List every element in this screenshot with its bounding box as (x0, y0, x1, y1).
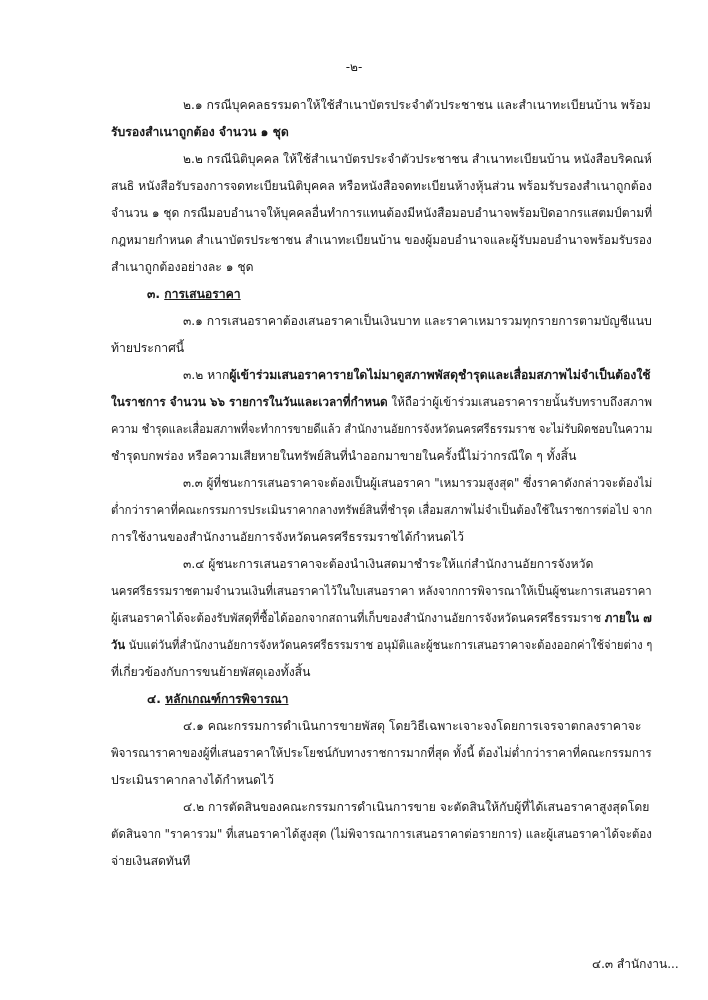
emphasis-text: ผู้เข้าร่วมเสนอราคารายใดไม่มาดูสภาพพัสดุชำรุดและเสื่อมสภาพไม่จำเป็นต้องใช้ (229, 368, 651, 382)
paragraph-text: นับแต่วันที่สำนักงานอัยการจังหวัดนครศรีธรรมราช อนุมัติและผู้ชนะการเสนอราคาจะต้องออกค่าใช้จ่ายต่าง ๆ (125, 638, 653, 652)
section-title: การเสนอราคา (164, 287, 241, 301)
section-title: หลักเกณฑ์การพิจารณา (165, 692, 289, 706)
page-number: -๒- (345, 60, 363, 74)
paragraph-line: จำนวน ๑ ชุด กรณีมอบอำนาจให้บุคคลอื่นทำการแทนต้องมีหนังสือมอบอำนาจพร้อมปิดอากรแสตมป์ตามที่ (111, 206, 653, 220)
paragraph-line: นครศรีธรรมราชตามจำนวนเงินที่เสนอราคาไว้ในใบเสนอราคา หลังจากการพิจารณาให้เป็นผู้ชนะการเสนอราคา (111, 584, 652, 598)
paragraph-line: ความ ชำรุดและเสื่อมสภาพที่จะทำการขายดีแล้ว สำนักงานอัยการจังหวัดนครศรีธรรมราช จะไม่รับผิดชอบในความ (111, 422, 653, 436)
paragraph-line: ต่ำกว่าราคาที่คณะกรรมการประเมินราคากลางทรัพย์สินที่ชำรุด เสื่อมสภาพไม่จำเป็นต้องใช้ในราชการต่อไป จาก (111, 503, 653, 517)
paragraph-line: สนธิ หนังสือรับรองการจดทะเบียนนิติบุคคล หรือหนังสือจดทะเบียนห้างหุ้นส่วน พร้อมรับรองสำเนาถูกต้อง (111, 179, 652, 193)
section-number: ๔. (147, 692, 161, 706)
emphasis-text: ภายใน ๗ (604, 611, 652, 625)
paragraph-line: รับรองสำเนาถูกต้อง จำนวน ๑ ชุด (111, 125, 289, 139)
paragraph-text: ให้ถือว่าผู้เข้าร่วมเสนอราคารายนั้นรับทราบถึงสภาพ (387, 395, 652, 409)
paragraph-line: ๓.๔ ผู้ชนะการเสนอราคาจะต้องนำเงินสดมาชำระให้แก่สำนักงานอัยการจังหวัด (183, 557, 594, 571)
paragraph-line: ตัดสินจาก "ราคารวม" ที่เสนอราคาได้สูงสุด (ไม่พิจารณาการเสนอราคาต่อรายการ) และผู้เสนอราคาได้จะต้อง (111, 827, 652, 841)
paragraph-line: ๔.๒ การตัดสินของคณะกรรมการดำเนินการขาย จะตัดสินให้กับผู้ที่ได้เสนอราคาสูงสุดโดย (183, 800, 650, 814)
paragraph-line (111, 393, 652, 411)
section-heading-3 (147, 285, 241, 303)
continuation-footer: ๔.๓ สำนักงาน... (592, 957, 679, 971)
paragraph-line: จ่ายเงินสดทันที (111, 854, 191, 868)
paragraph-line: การใช้งานของสำนักงานอัยการจังหวัดนครศรีธรรมราชได้กำหนดไว้ (111, 530, 465, 544)
paragraph-line: ชำรุดบกพร่อง หรือความเสียหายในทรัพย์สินที่นำออกมาขายในครั้งนี้ไม่ว่ากรณีใด ๆ ทั้งสิ้น (111, 449, 577, 463)
paragraph-line: ๒.๑ กรณีบุคคลธรรมดาให้ใช้สำเนาบัตรประจำตัวประชาชน และสำเนาทะเบียนบ้าน พร้อม (183, 98, 651, 112)
section-heading-4 (147, 690, 288, 708)
paragraph-line (111, 609, 652, 627)
paragraph-line: พิจารณาราคาของผู้ที่เสนอราคาให้ประโยชน์กับทางราชการมากที่สุด ทั้งนี้ ต้องไม่ต่ำกว่าราคาที่คณะกรรมการ (111, 746, 652, 760)
paragraph-line: ๓.๑ การเสนอราคาต้องเสนอราคาเป็นเงินบาท และราคาเหมารวมทุกรายการตามบัญชีแนบ (183, 314, 652, 328)
paragraph-line: ประเมินราคากลางได้กำหนดไว้ (111, 773, 274, 787)
paragraph-text: ผู้เสนอราคาได้จะต้องรับพัสดุที่ซื้อได้ออกจากสถานที่เก็บของสำนักงานอัยการจังหวัดนครศรีธรรมราช (111, 611, 605, 625)
paragraph-line: กฎหมายกำหนด สำเนาบัตรประชาชน สำเนาทะเบียนบ้าน ของผู้มอบอำนาจและผู้รับมอบอำนาจพร้อมรับรอง (111, 233, 652, 247)
section-number: ๓. (147, 287, 160, 301)
emphasis-text: ในราชการ จำนวน ๖๖ รายการในวันและเวลาที่กำหนด (111, 395, 388, 409)
emphasis-text: วัน (111, 638, 126, 652)
paragraph-line (183, 366, 651, 384)
paragraph-line: ๔.๑ คณะกรรมการดำเนินการขายพัสดุ โดยวิธีเฉพาะเจาะจงโดยการเจรจาตกลงราคาจะ (183, 719, 642, 733)
paragraph-line: ๒.๒ กรณีนิติบุคคล ให้ใช้สำเนาบัตรประจำตัวประชาชน สำเนาทะเบียนบ้าน หนังสือบริคณห์ (183, 152, 652, 166)
paragraph-line: สำเนาถูกต้องอย่างละ ๑ ชุด (111, 260, 254, 274)
paragraph-line: ๓.๓ ผู้ที่ชนะการเสนอราคาจะต้องเป็นผู้เสนอราคา "เหมารวมสูงสุด" ซึ่งราคาดังกล่าวจะต้องไม่ (183, 476, 653, 490)
paragraph-line (111, 636, 652, 654)
paragraph-line: ท้ายประกาศนี้ (111, 341, 185, 355)
paragraph-line: ที่เกี่ยวข้องกับการขนย้ายพัสดุเองทั้งสิ้น (111, 665, 311, 679)
paragraph-text: ๓.๒ หาก (183, 368, 230, 382)
